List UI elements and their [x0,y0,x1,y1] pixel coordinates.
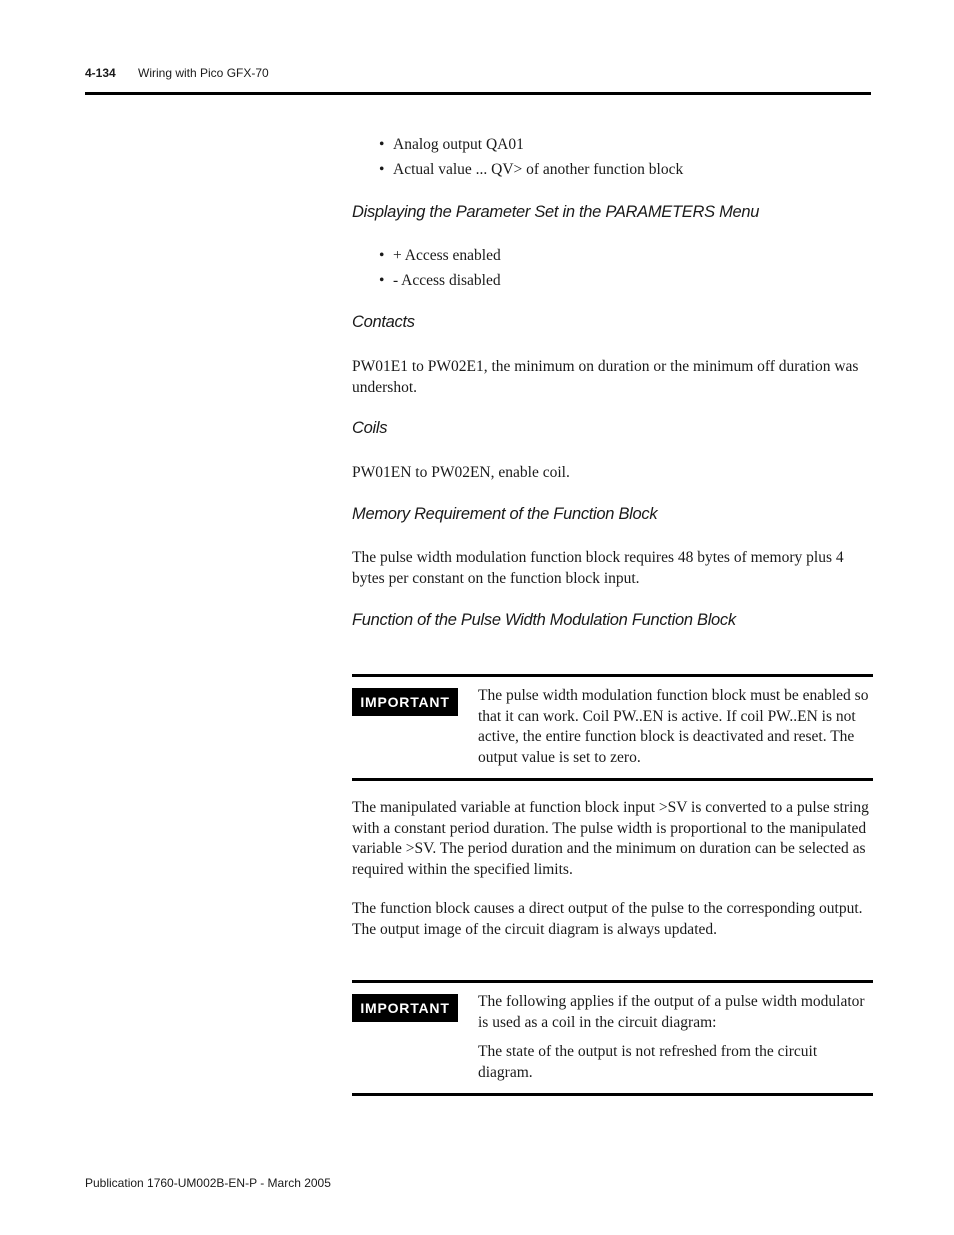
manipulated-variable-paragraph: The manipulated variable at function block input >SV is converted to a pulse string with a constant period duration. The pulse width is proportional to the manipulated variable >SV. The period duration and the minimum on duration can be selected as required within the specified limits. [352,799,869,878]
important-badge: IMPORTANT [352,688,458,716]
access-bullet-list [379,245,501,295]
memory-paragraph: The pulse width modulation function block requires 48 bytes of memory plus 4 bytes per constant on the function block input. [352,549,844,587]
important-notice [352,674,873,781]
bullet-icon: • [379,247,385,264]
contacts-paragraph: PW01E1 to PW02E1, the minimum on duration or the minimum off duration was undershot. [352,358,859,396]
outputs-bullet-list [379,134,683,184]
page-number: 4-134 [85,66,116,80]
bullet-icon: • [379,136,385,153]
list-item: • Analog output QA01 [379,134,683,159]
important-notice [352,980,873,1096]
important-text: The state of the output is not refreshed from the circuit diagram. [478,1043,818,1081]
coils-paragraph: PW01EN to PW02EN, enable coil. [352,464,570,481]
list-item: • + Access enabled [379,245,501,270]
important-text: The following applies if the output of a pulse width modulator is used as a coil in the circuit diagram: [478,993,865,1031]
heading-coils: Coils [352,419,388,437]
page-header [85,66,871,95]
list-item: • Actual value ... QV> of another function block [379,159,683,184]
important-text: The pulse width modulation function block must be enabled so that it can work. Coil PW..EN is active. If coil PW..EN is not active, the entire function block is deactivated and reset. The output value is set to zero. [478,687,869,766]
heading-function: Function of the Pulse Width Modulation Function Block [352,611,736,629]
heading-memory: Memory Requirement of the Function Block [352,505,658,523]
bullet-icon: • [379,272,385,289]
bullet-icon: • [379,161,385,178]
output-paragraph: The function block causes a direct output of the pulse to the corresponding output. The output image of the circuit diagram is always updated. [352,900,863,938]
heading-parameters: Displaying the Parameter Set in the PARAMETERS Menu [352,203,760,221]
publication-footer: Publication 1760-UM002B-EN-P - March 2005 [85,1176,331,1190]
section-title: Wiring with Pico GFX-70 [138,66,269,80]
important-badge: IMPORTANT [352,994,458,1022]
heading-contacts: Contacts [352,313,415,331]
list-item: • - Access disabled [379,270,501,295]
